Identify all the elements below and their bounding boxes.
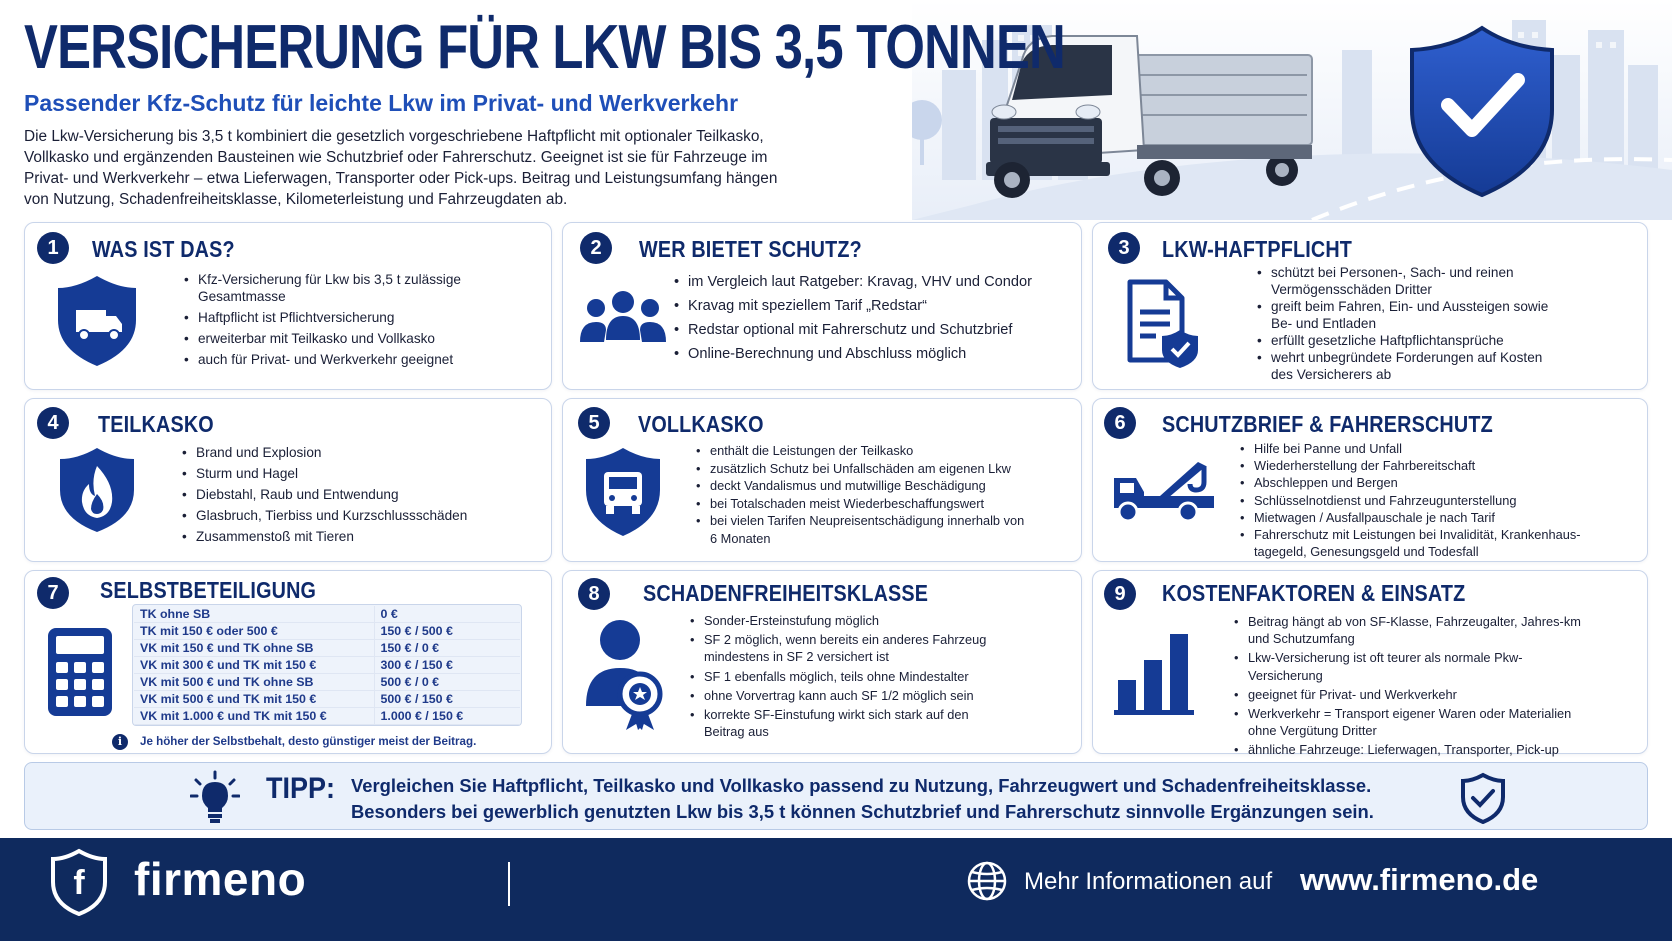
list-item: • Sonder-Ersteinstufung möglich [688, 612, 1008, 629]
list-item: • auch für Privat- und Werkverkehr geeignet [182, 351, 512, 368]
card-number: 2 [580, 232, 612, 264]
page-title: VERSICHERUNG FÜR LKW BIS 3,5 TONNEN [24, 13, 1065, 82]
list-item: • Redstar optional mit Fahrerschutz und Schutzbrief [672, 321, 1072, 339]
list-item: • erfüllt gesetzliche Haftpflichtansprüche [1255, 332, 1555, 349]
selbstbeteiligung-table [134, 606, 520, 725]
list-item: • Fahrerschutz mit Leistungen bei Invalidität, Krankenhaus-tagegeld, Genesungsgeld und Todesfall [1238, 526, 1598, 560]
truck-front-shield-icon [584, 446, 662, 538]
list-item: • enthält die Leistungen der Teilkasko [694, 442, 1034, 460]
list-item: • Brand und Explosion [180, 444, 540, 461]
card-number: 1 [37, 232, 69, 264]
list-item: • schützt bei Personen-, Sach- und reinen Vermögensschäden Dritter [1255, 264, 1555, 298]
table-row [134, 674, 520, 691]
list-item: • erweiterbar mit Teilkasko und Vollkasko [182, 330, 512, 347]
truck-shield-icon [56, 274, 138, 368]
footer-more-info: Mehr Informationen auf [1024, 868, 1273, 895]
firmeno-logo-icon [50, 848, 108, 916]
list-item: • bei Totalschaden meist Wiederbeschaffungswert [694, 495, 1034, 513]
calculator-icon [46, 626, 114, 718]
list-item: • deckt Vandalismus und mutwillige Beschädigung [694, 477, 1034, 495]
list-item: • greift beim Fahren, Ein- und Aussteigen sowie Be- und Entladen [1255, 298, 1555, 332]
table-cell-option: VK mit 150 € und TK ohne SB [134, 640, 374, 657]
table-row [134, 640, 520, 657]
list-item: • Schlüsselnotdienst und Fahrzeugunterstellung [1238, 492, 1598, 509]
table-cell-option: VK mit 500 € und TK mit 150 € [134, 691, 374, 708]
table-cell-option: VK mit 500 € und TK ohne SB [134, 674, 374, 691]
list-item: • Beitrag hängt ab von SF-Klasse, Fahrzeugalter, Jahres-km und Schutzumfang [1232, 613, 1592, 647]
tow-truck-icon [1112, 456, 1218, 526]
list-item: • Mietwagen / Ausfallpauschale je nach Tarif [1238, 509, 1598, 526]
card-list [1238, 440, 1598, 560]
table-cell-option: TK ohne SB [134, 606, 374, 623]
list-item: • geeignet für Privat- und Werkverkehr [1232, 686, 1592, 703]
footer-url-link[interactable]: www.firmeno.de [1300, 862, 1539, 897]
list-item: • Wiederherstellung der Fahrbereitschaft [1238, 457, 1598, 474]
card-title: WAS IST DAS? [92, 236, 235, 262]
card-number: 3 [1108, 232, 1140, 264]
list-item: • Haftpflicht ist Pflichtversicherung [182, 309, 512, 326]
lightbulb-icon [190, 770, 240, 824]
card-title: SELBSTBETEILIGUNG [100, 577, 317, 603]
page-subtitle: Passender Kfz-Schutz für leichte Lkw im Privat- und Werkverkehr [24, 90, 739, 116]
list-item: • bei vielen Tarifen Neupreisentschädigung innerhalb von 6 Monaten [694, 512, 1034, 547]
footer-divider [508, 862, 510, 906]
list-item: • Online-Berechnung und Abschluss möglich [672, 345, 1072, 363]
list-item: • wehrt unbegründete Forderungen auf Kosten des Versicherers ab [1255, 349, 1555, 383]
card-title: TEILKASKO [98, 411, 214, 437]
table-cell-value: 300 € / 150 € [374, 657, 520, 674]
table-cell-option: TK mit 150 € oder 500 € [134, 623, 374, 640]
table-cell-value: 0 € [374, 606, 520, 623]
list-item: • Kravag mit speziellem Tarif „Redstar“ [672, 297, 1072, 315]
card-list [1232, 613, 1592, 759]
tip-text [351, 773, 1374, 825]
list-item: • Lkw-Versicherung ist oft teurer als normale Pkw-Versicherung [1232, 649, 1592, 683]
card-title: WER BIETET SCHUTZ? [639, 236, 862, 262]
table-cell-option: VK mit 300 € und TK mit 150 € [134, 657, 374, 674]
table-cell-option: VK mit 1.000 € und TK mit 150 € [134, 708, 374, 725]
card-number: 5 [578, 407, 610, 439]
list-item: • Glasbruch, Tierbiss und Kurzschlussschäden [180, 507, 540, 524]
hero-header [0, 0, 1672, 220]
globe-icon [966, 860, 1008, 902]
card-list [180, 444, 540, 549]
people-group-icon [580, 290, 666, 350]
brand-name: firmeno [134, 853, 307, 905]
document-shield-icon [1126, 278, 1202, 368]
table-cell-value: 150 € / 0 € [374, 640, 520, 657]
list-item: • Diebstahl, Raub und Entwendung [180, 486, 540, 503]
table-cell-value: 150 € / 500 € [374, 623, 520, 640]
card-number: 7 [37, 577, 69, 609]
list-item: • SF 1 ebenfalls möglich, teils ohne Mindestalter [688, 668, 1008, 685]
list-item: • Kfz-Versicherung für Lkw bis 3,5 t zulässige Gesamtmasse [182, 271, 512, 305]
list-item: • Zusammenstoß mit Tieren [180, 528, 540, 545]
card-number: 9 [1104, 578, 1136, 610]
card-number: 4 [37, 407, 69, 439]
tip-label: TIPP: [266, 772, 336, 805]
info-icon: i [112, 734, 128, 750]
table-row [134, 691, 520, 708]
card-number: 8 [578, 578, 610, 610]
card-list [688, 612, 1008, 740]
table-row [134, 657, 520, 674]
list-item: • im Vergleich laut Ratgeber: Kravag, VHV und Condor [672, 273, 1072, 291]
table-row [134, 708, 520, 725]
svg-text:f: f [73, 864, 85, 902]
list-item: • ohne Vorvertrag kann auch SF 1/2 möglich sein [688, 687, 1008, 704]
list-item: • Hilfe bei Panne und Unfall [1238, 440, 1598, 457]
list-item: • Werkverkehr = Transport eigener Waren oder Materialien ohne Vergütung Dritter [1232, 705, 1592, 739]
tip-line: Vergleichen Sie Haftpflicht, Teilkasko und Vollkasko passend zu Nutzung, Fahrzeugwert und Schadenfreiheitsklasse. [351, 775, 1372, 796]
card-title: SCHADENFREIHEITSKLASSE [643, 580, 929, 606]
fire-shield-icon [58, 446, 136, 534]
card-number: 6 [1104, 407, 1136, 439]
list-item: • zusätzlich Schutz bei Unfallschäden am eigenen Lkw [694, 460, 1034, 478]
card-title: KOSTENFAKTOREN & EINSATZ [1162, 580, 1466, 606]
table-cell-value: 500 € / 0 € [374, 674, 520, 691]
card-list [1255, 264, 1555, 383]
table-row [134, 623, 520, 640]
list-item: • korrekte SF-Einstufung wirkt sich stark auf den Beitrag aus [688, 706, 1008, 740]
bar-chart-icon [1114, 630, 1198, 716]
card-title: LKW-HAFTPFLICHT [1162, 236, 1353, 262]
table-cell-value: 1.000 € / 150 € [374, 708, 520, 725]
list-item: • Sturm und Hagel [180, 465, 540, 482]
card-title: SCHUTZBRIEF & FAHRERSCHUTZ [1162, 411, 1493, 437]
card-title: VOLLKASKO [638, 411, 764, 437]
card-list [182, 271, 512, 372]
intro-text: Die Lkw-Versicherung bis 3,5 t kombiniert die gesetzlich vorgeschriebene Haftpflicht mit optionaler Teilkasko, Vollkasko und ergänzenden Bausteinen wie Schutzbrief oder Fahrerschutz. Geeignet ist sie für Fahrzeuge im Privat- und Werkverkehr – etwa Lieferwagen, Transporter oder Pick-ups. Beitrag und Leistungsumfang hängen von Nutzung, Schadenfreiheitsklasse, Kilometerleistung und Fahrzeugdaten ab. [24, 128, 778, 208]
table-cell-value: 500 € / 150 € [374, 691, 520, 708]
card-list [694, 442, 1034, 548]
person-badge-icon [584, 618, 664, 730]
shield-check-icon [1460, 772, 1506, 824]
selbstbeteiligung-note: Je höher der Selbstbehalt, desto günstiger meist der Beitrag. [140, 735, 477, 748]
table-row [134, 606, 520, 623]
list-item: • Abschleppen und Bergen [1238, 474, 1598, 491]
card-list [672, 273, 1072, 369]
list-item: • ähnliche Fahrzeuge: Lieferwagen, Transporter, Pick-up [1232, 741, 1592, 758]
tip-line: Besonders bei gewerblich genutzten Lkw bis 3,5 t können Schutzbrief und Fahrerschutz sinnvolle Ergänzungen sein. [351, 801, 1374, 822]
list-item: • SF 2 möglich, wenn bereits ein anderes Fahrzeug mindestens in SF 2 versichert ist [688, 631, 1008, 665]
